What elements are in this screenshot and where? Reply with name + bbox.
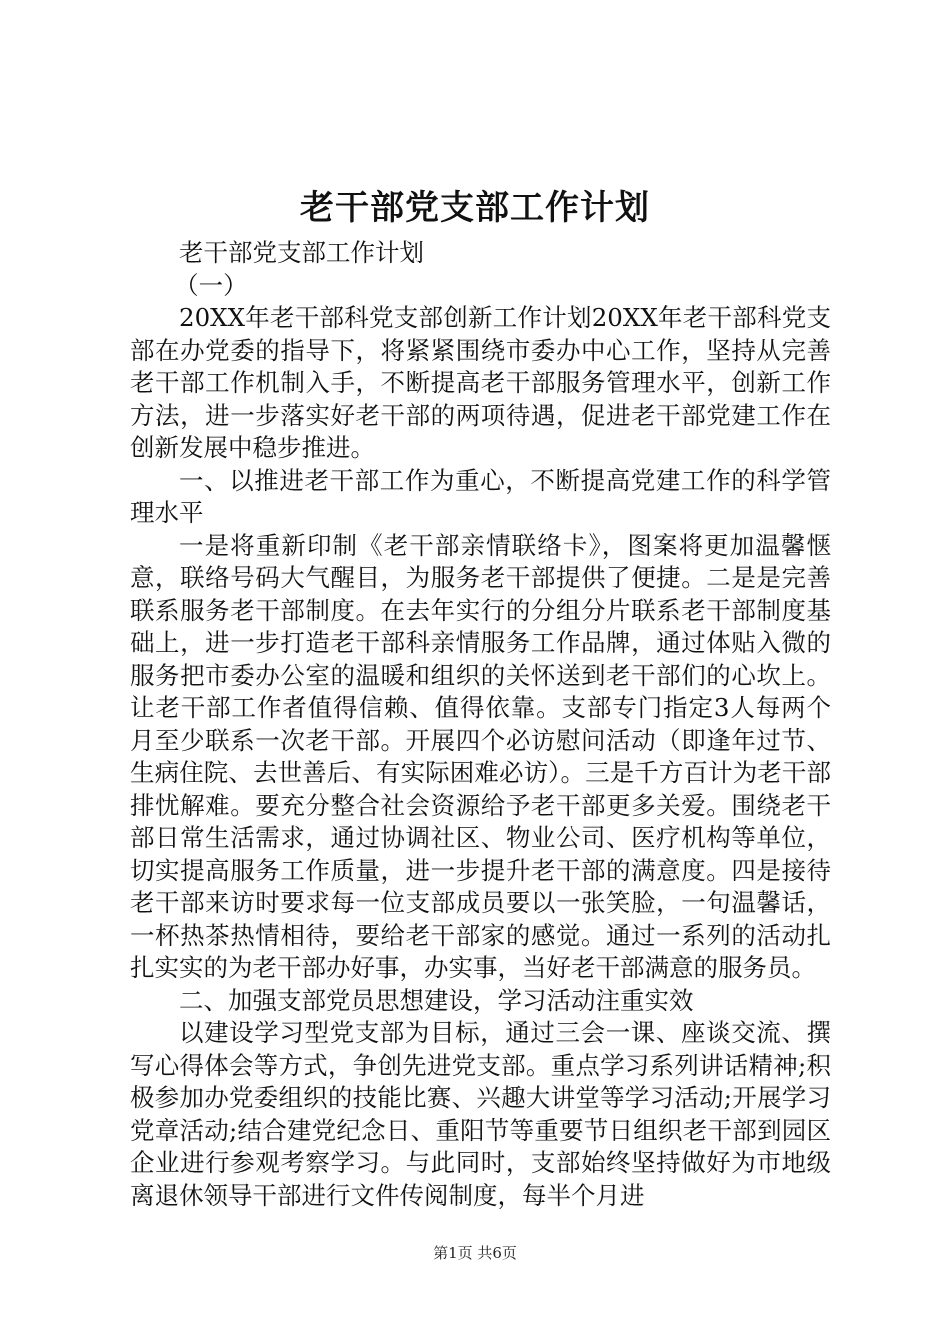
intro-paragraph: 20XX年老干部科党支部创新工作计划20XX年老干部科党支部在办党委的指导下，将紧紧围绕市委办中心工作，坚持从完善老干部工作机制入手，不断提高老干部服务管理水平，创新工作方法，进一步落实好老干部的两项待遇，促进老干部党建工作在创新发展中稳步推进。 (130, 303, 831, 462)
body-paragraph-1: 一是将重新印制《老干部亲情联络卡》，图案将更加温馨惬意，联络号码大气醒目，为服务老干部提供了便捷。二是是完善联系服务老干部制度。在去年实行的分组分片联系老干部制度基础上，进一步打造老干部科亲情服务工作品牌，通过体贴入微的服务把市委办公室的温暖和组织的关怀送到老干部们的心坎上。让老干部工作者值得信赖、值得依靠。支部专门指定3人每两个月至少联系一次老干部。开展四个必访慰问活动（即逢年过节、生病住院、去世善后、有实际困难必访）。三是千方百计为老干部排忧解难。要充分整合社会资源给予老干部更多关爱。围绕老干部日常生活需求，通过协调社区、物业公司、医疗机构等单位，切实提高服务工作质量，进一步提升老干部的满意度。四是接待老干部来访时要求每一位支部成员要以一张笑脸，一句温馨话，一杯热茶热情相待，要给老干部家的感觉。通过一系列的活动扎扎实实的为老干部办好事，办实事，当好老干部满意的服务员。 (130, 530, 831, 982)
section-heading-2: 二、加强支部党员思想建设，学习活动注重实效 (179, 985, 694, 1015)
section-marker: （一） (174, 270, 248, 300)
document-title: 老干部党支部工作计划 (300, 188, 650, 228)
section-heading-1: 一、以推进老干部工作为重心，不断提高党建工作的科学管理水平 (130, 465, 831, 527)
page-number-footer: 第1页 共6页 (433, 1244, 517, 1262)
subtitle-paragraph: 老干部党支部工作计划 (179, 238, 424, 267)
body-paragraph-2: 以建设学习型党支部为目标，通过三会一课、座谈交流、撰写心得体会等方式，争创先进党支部。重点学习系列讲话精神;积极参加办党委组织的技能比赛、兴趣大讲堂等学习活动;开展学习党章活动;结合建党纪念日、重阳节等重要节日组织老干部到园区企业进行参观考察学习。与此同时，支部始终坚持做好为市地级离退休领导干部进行文件传阅制度，每半个月进 (130, 1018, 831, 1210)
document-body (130, 237, 831, 1212)
